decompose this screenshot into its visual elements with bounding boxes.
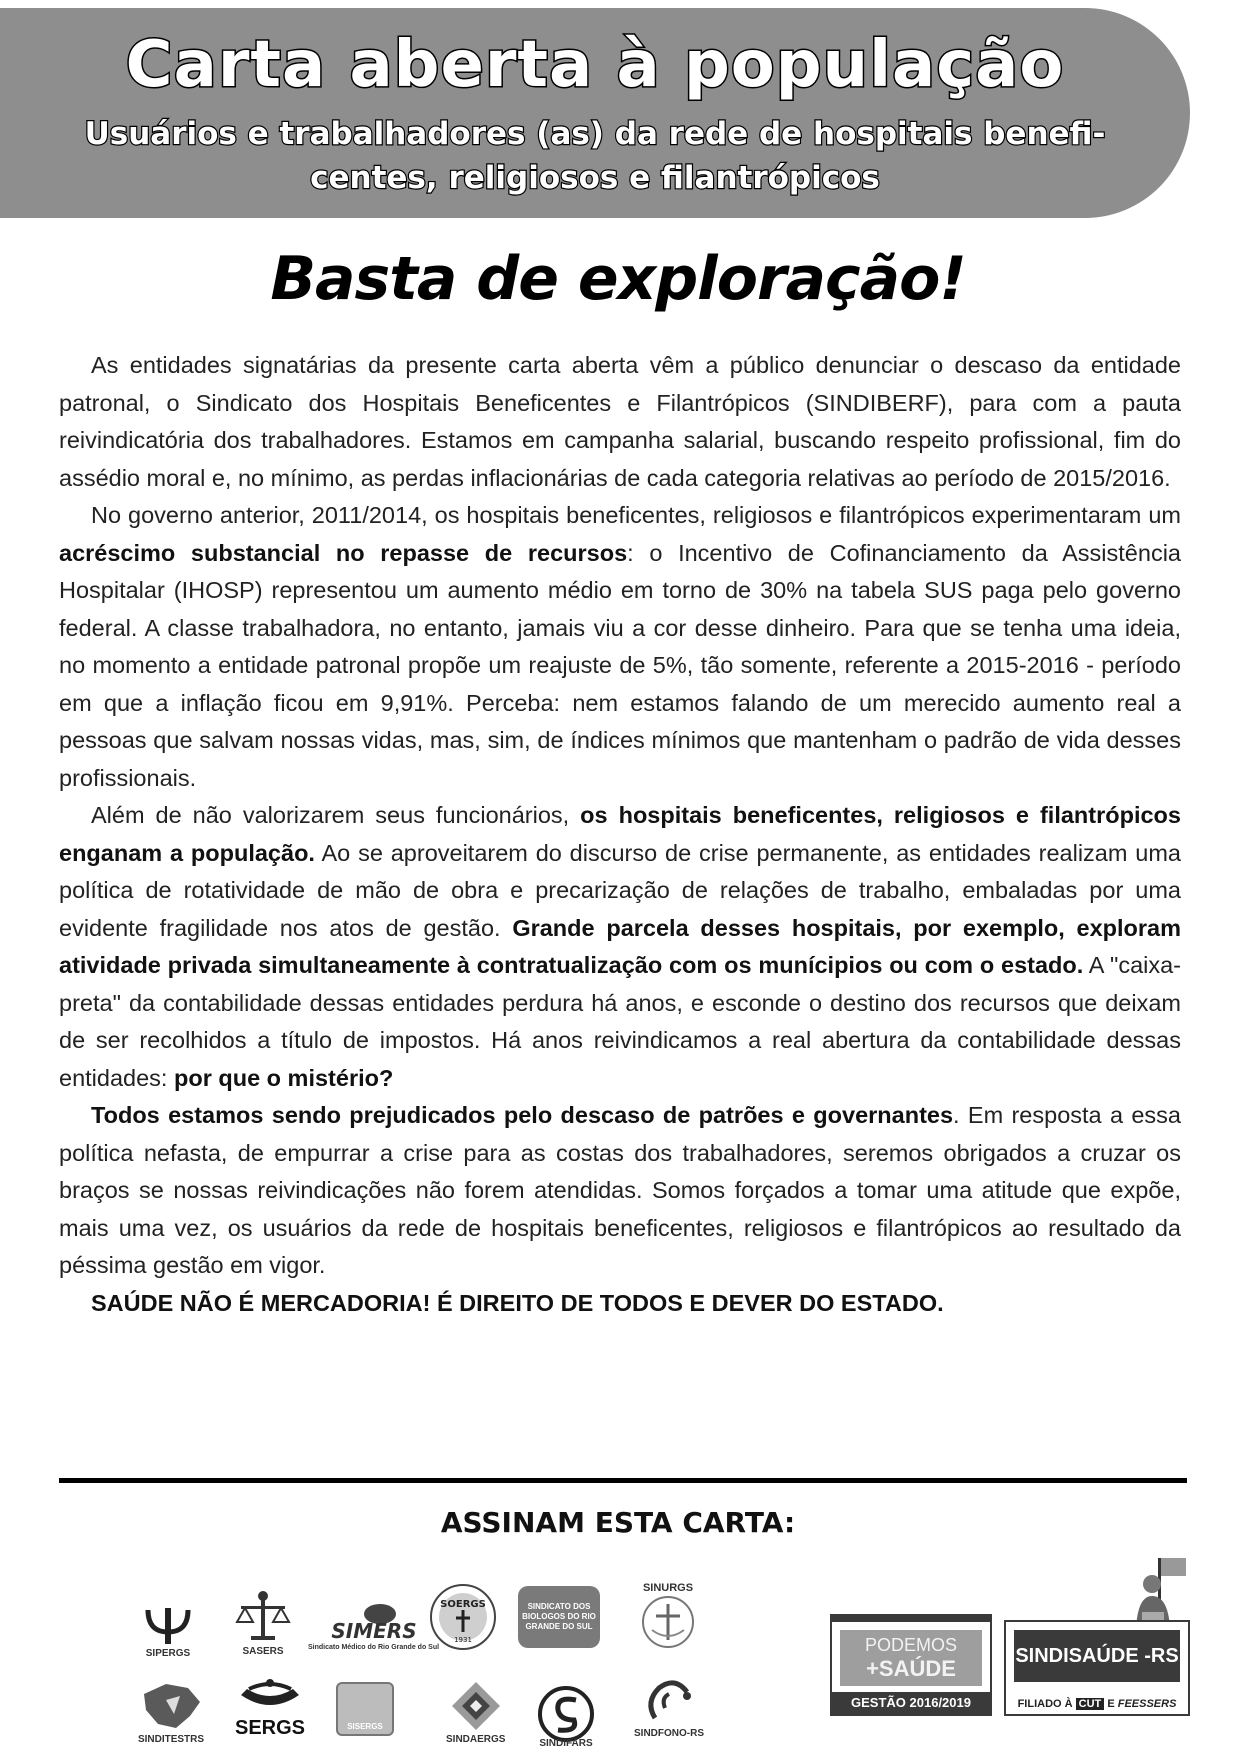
paragraph-2 <box>59 497 1181 797</box>
subtitle-line-1: Usuários e trabalhadores (as) da rede de hospitais benefi- <box>84 116 1106 152</box>
lamp-icon <box>235 1675 305 1715</box>
p3-text-c: Ao se aproveitarem do discurso de crise permanente, as entidades realizam uma política de rotatividade de mão de obra e precarização de relações de trabalho, embaladas por uma evidente fragilidade nos atos de gestão. <box>59 839 1181 941</box>
ear-icon <box>639 1678 699 1726</box>
sinurgs-caption: SINURGS <box>642 1582 694 1594</box>
sindifars-seal-icon <box>536 1686 596 1746</box>
podemos-text: PODEMOS <box>864 1635 957 1655</box>
closing-slogan: SAÚDE NÃO É MERCADORIA! É DIREITO DE TODOS E DEVER DO ESTADO. <box>91 1289 944 1316</box>
feessers-label: FEESSERS <box>1117 1698 1177 1710</box>
sindaergs-logo <box>446 1680 505 1745</box>
scales-icon <box>233 1588 293 1644</box>
soergs-name: SOERGS <box>440 1599 486 1610</box>
flag-figure-icon <box>1128 1554 1192 1630</box>
and-label: E <box>1107 1698 1115 1710</box>
biologos-logo <box>518 1586 600 1648</box>
podemos-saude-badge <box>830 1620 992 1716</box>
sergs-logo <box>235 1675 305 1740</box>
sisergs-caption: SISERGS <box>347 1722 383 1731</box>
sindaergs-caption: SINDAERGS <box>446 1734 506 1745</box>
sipergs-logo <box>138 1606 198 1659</box>
sindisaude-name: SINDISAÚDE -RS <box>1014 1630 1180 1682</box>
paragraph-3 <box>59 797 1181 1097</box>
gestao-label: GESTÃO 2016/2019 <box>832 1692 990 1714</box>
soergs-seal-icon <box>428 1582 498 1652</box>
simers-logo <box>308 1602 439 1651</box>
p2-text-a: No governo anterior, 2011/2014, os hospitais beneficentes, religiosos e filantrópicos experimentaram um <box>91 502 1181 528</box>
sinditestrs-caption: SINDITESTRS <box>137 1734 205 1745</box>
subtitle-line-2: centes, religiosos e filantrópicos <box>310 160 880 196</box>
p3-text-e: A "caixa-preta" da contabilidade dessas entidades perdura há anos, e esconde o destino dos recursos que deixam de ser recolhidos a título de impostos. Há anos reivindicamos a real abertura da contabilidade dessas entidades: <box>59 952 1182 1091</box>
simers-mark-icon <box>324 1602 424 1642</box>
p4-text-b: . Em resposta a essa política nefasta, de empurrar a crise para as costas dos trabalhadores, seremos obrigados a cruzar os braços se nossas reivindicações não forem atendidas. Somos forçados a tomar uma atitude que expõe, mais uma vez, os usuários da rede de hospitais beneficentes, religiosos e filantrópicos ao resultado da péssima gestão em vigor. <box>59 1102 1181 1278</box>
sindifars-caption: SINDIFARS <box>539 1738 593 1749</box>
simers-caption: Sindicato Médico do Rio Grande do Sul <box>308 1644 440 1651</box>
p3-emphasis-1: os hospitais beneficentes, religiosos e filantrópicos enganam a população. <box>59 802 1181 866</box>
p3-emphasis-3: por que o mistério? <box>173 1064 394 1091</box>
paragraph-1: As entidades signatárias da presente carta aberta vêm a público denunciar o descaso da entidade patronal, o Sindicato dos Hospitais Beneficentes e Filantrópicos (SINDIBERF), para com a pauta reivindicatória dos trabalhadores. Estamos em campanha salarial, buscando respeito profissional, fim do assédio moral e, no mínimo, as perdas inflacionárias de cada categoria relativas ao período de 2015/2016. <box>59 352 1181 491</box>
sindfono-caption: SINDFONO-RS <box>634 1728 704 1739</box>
rs-map-icon <box>136 1680 206 1732</box>
simers-wordmark: SIMERS <box>330 1619 417 1642</box>
soergs-logo <box>428 1582 498 1652</box>
sergs-caption: SERGS <box>235 1717 306 1739</box>
sipergs-caption: SIPERGS <box>145 1648 191 1659</box>
sinurgs-logo <box>638 1580 698 1650</box>
p2-text-c: : o Incentivo de Cofinanciamento da Assistência Hospitalar (IHOSP) representou um aumento médio em torno de 30% na tabela SUS paga pelo governo federal. A classe trabalhadora, no entanto, jamais viu a cor desse dinheiro. Para que se tenha uma ideia, no momento a entidade patronal propõe um reajuste de 5%, tão somente, referente a 2015-2016 - período em que a inflação ficou em 9,91%. Perceba: nem estamos falando de um merecido aumento real a pessoas que salvam nossas vidas, mas, sim, de índices mínimos que mantenham o padrão de vida desses profissionais. <box>59 539 1181 791</box>
sisergs-logo <box>336 1682 394 1736</box>
sindisaude-affiliation <box>1006 1698 1188 1710</box>
filiado-label: FILIADO À <box>1017 1698 1073 1710</box>
psi-icon <box>138 1606 198 1646</box>
sasers-logo <box>233 1588 293 1657</box>
p3-emphasis-2: Grande parcela desses hospitais, por exemplo, exploram atividade privada simultaneamente à contratualização com os munícipios ou com o estado. <box>59 914 1181 978</box>
divider-rule <box>59 1478 1187 1483</box>
cut-label: CUT <box>1076 1698 1105 1710</box>
sindifars-logo <box>536 1686 596 1749</box>
letter-body <box>59 347 1181 1322</box>
sindisaude-badge <box>1004 1620 1190 1716</box>
signatures-title: ASSINAM ESTA CARTA: <box>440 1506 796 1539</box>
p3-text-a: Além de não valorizarem seus funcionários, <box>91 802 581 828</box>
p2-emphasis: acréscimo substancial no repasse de recursos <box>59 539 628 566</box>
p4-emphasis: Todos estamos sendo prejudicados pelo descaso de patrões e governantes <box>91 1102 954 1128</box>
mais-saude-text: +SAÚDE <box>866 1656 956 1681</box>
sasers-caption: SASERS <box>242 1646 284 1657</box>
biologos-caption: SINDICATO DOS BIOLOGOS DO RIO GRANDE DO SUL <box>522 1602 596 1631</box>
sindaergs-mark-icon <box>448 1680 504 1732</box>
soergs-year: 1931 <box>454 1636 472 1644</box>
paragraph-4 <box>59 1097 1181 1285</box>
sinurgs-seal-icon <box>638 1594 698 1650</box>
sinditestrs-logo <box>136 1680 206 1745</box>
headline: Basta de exploração! <box>270 244 966 314</box>
page-subtitle <box>40 112 1150 200</box>
sindfono-logo <box>634 1678 704 1739</box>
page-title: Carta aberta à população <box>125 28 1065 102</box>
